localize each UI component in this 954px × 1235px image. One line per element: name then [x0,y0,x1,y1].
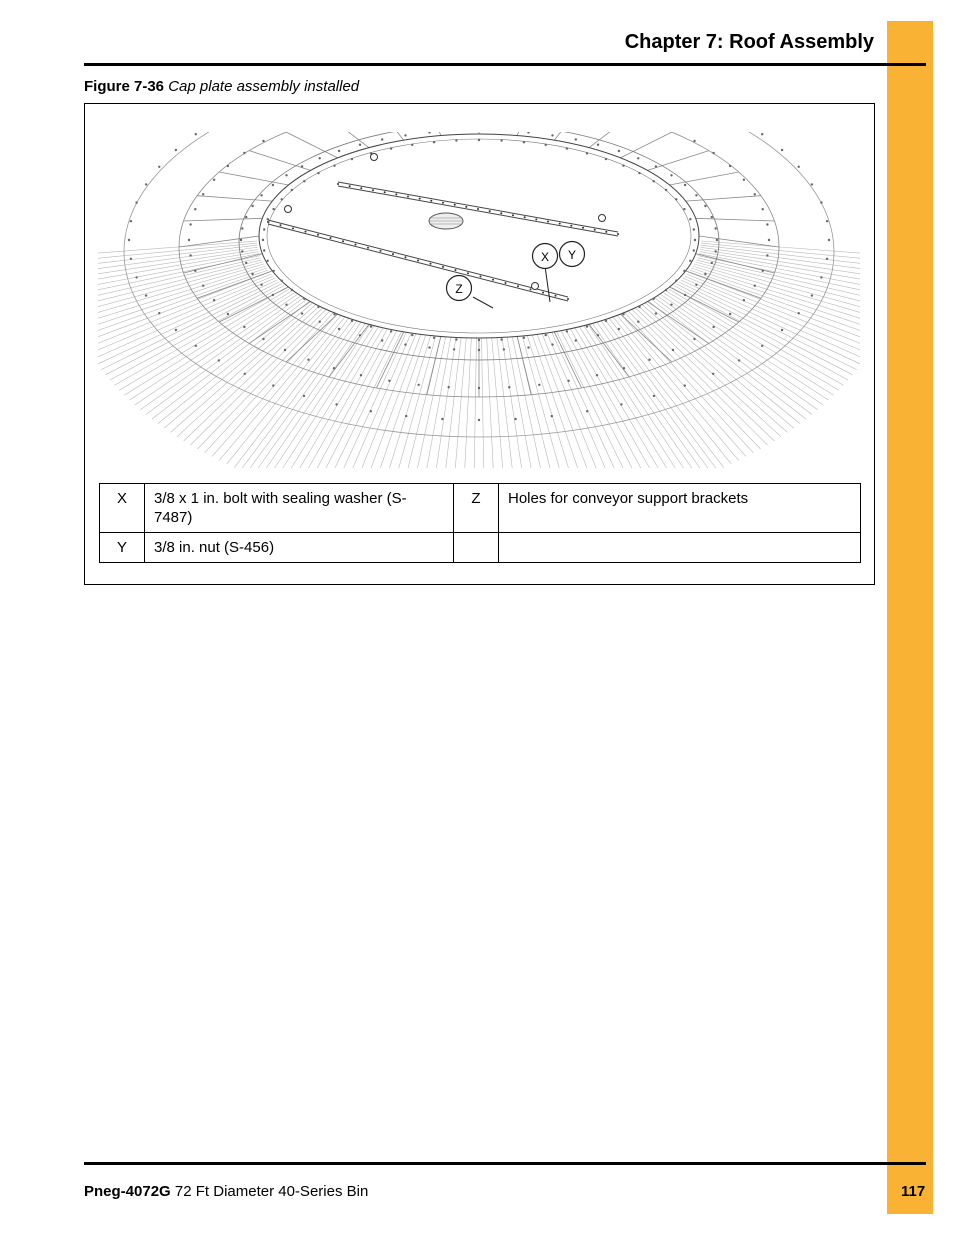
legend-description: Holes for conveyor support brackets [499,484,861,533]
figure-number: Figure 7-36 [84,78,165,95]
page-number: 117 [901,1183,926,1200]
callout-z: Z [455,282,463,296]
callout-x: X [540,250,550,264]
figure-caption-text: Cap plate assembly installed [168,78,360,95]
chapter-side-tab [887,21,933,1214]
roof-cap-plate-drawing [98,132,860,468]
legend-key: Z [454,484,499,533]
document-title: 72 Ft Diameter 40-Series Bin [174,1183,369,1200]
legend-key [454,533,499,563]
legend-row [100,533,861,563]
legend-description: 3/8 in. nut (S-456) [145,533,454,563]
header-rule [84,63,926,66]
chapter-title: Chapter 7: Roof Assembly [624,31,874,53]
legend-row [100,484,861,533]
footer-document-info [84,1183,368,1200]
callout-y: Y [567,248,577,262]
footer-rule [84,1162,926,1165]
figure-caption [84,78,359,95]
document-id: Pneg-4072G [84,1183,171,1200]
figure-frame [84,103,875,585]
legend-key: Y [100,533,145,563]
legend-description [499,533,861,563]
legend-table [99,483,861,563]
legend-description: 3/8 x 1 in. bolt with sealing washer (S-7487) [145,484,454,533]
legend-key: X [100,484,145,533]
